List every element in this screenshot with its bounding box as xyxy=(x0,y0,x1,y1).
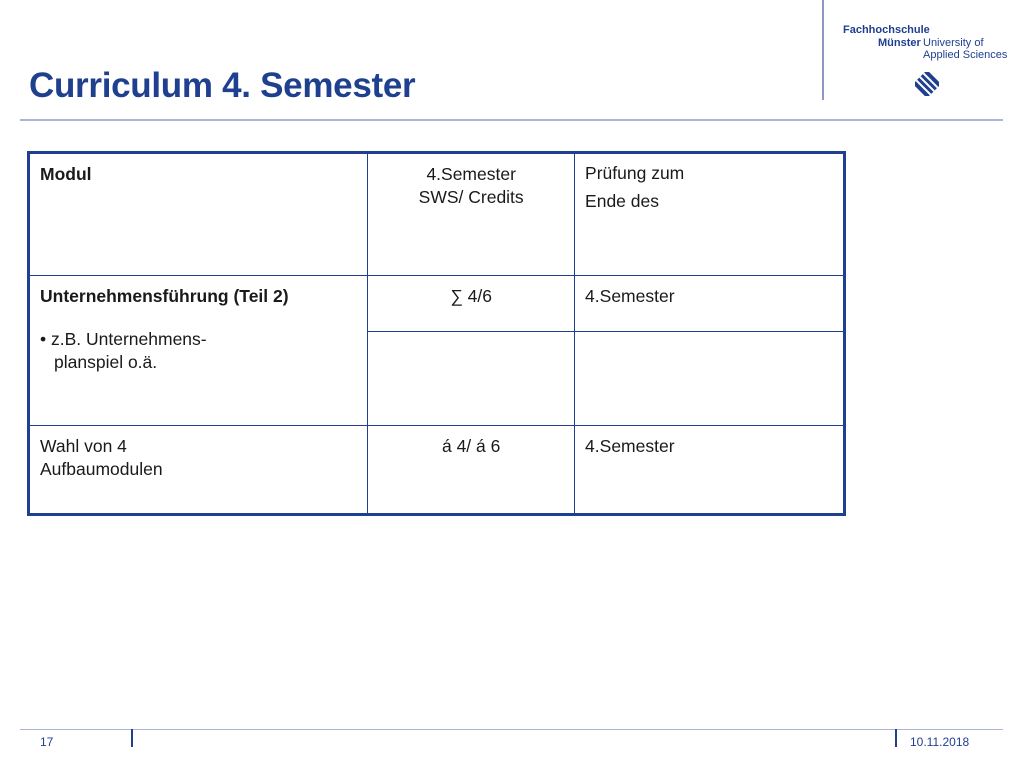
slide-date: 10.11.2018 xyxy=(910,735,970,749)
row2-pruefung: 4.Semester xyxy=(585,436,675,456)
footer-divider-left xyxy=(131,729,133,747)
row2-modul-line1: Wahl von 4 xyxy=(40,436,127,456)
row1-credits: ∑ 4/6 xyxy=(450,286,493,306)
row1-pruefung-cell xyxy=(575,276,845,332)
row2-credits-cell xyxy=(368,426,575,515)
row1b-credits-cell xyxy=(368,332,575,426)
row1-modul-title: Unternehmensführung (Teil 2) xyxy=(40,286,289,306)
header-semester-line2: SWS/ Credits xyxy=(418,187,524,207)
row1-modul-cell xyxy=(29,276,368,426)
footer-divider-right xyxy=(895,729,897,747)
row1b-pruefung-cell xyxy=(575,332,845,426)
table-row xyxy=(29,276,845,332)
fh-muenster-logo-icon xyxy=(915,72,939,96)
footer-rule xyxy=(20,729,1003,730)
header-pruefung-line2: Ende des xyxy=(585,191,659,211)
header-semester xyxy=(368,154,574,209)
header-semester-line1: 4.Semester xyxy=(426,164,516,184)
header-pruefung-line1: Prüfung zum xyxy=(585,163,685,183)
logo-text-muenster: Münster xyxy=(878,37,921,49)
row2-modul-cell xyxy=(29,426,368,515)
row1-bullet-line2: planspiel o.ä. xyxy=(54,352,158,372)
row1-credits-cell xyxy=(368,276,575,332)
table-header-row xyxy=(29,153,845,276)
header-pruefung xyxy=(575,154,843,215)
row1-bullet-line1: • z.B. Unternehmens- xyxy=(40,329,207,349)
row1-modul-bullet xyxy=(40,328,357,374)
slide-title: Curriculum 4. Semester xyxy=(29,66,416,105)
header-modul-cell xyxy=(29,153,368,276)
logo-text-line2: University of xyxy=(923,37,984,49)
curriculum-table xyxy=(27,151,846,516)
header-semester-cell xyxy=(368,153,575,276)
header-modul: Modul xyxy=(40,164,92,184)
row2-modul-line2: Aufbaumodulen xyxy=(40,459,163,479)
table-row xyxy=(29,426,845,515)
logo-text-line3: Applied Sciences xyxy=(923,49,1008,61)
header-pruefung-cell xyxy=(575,153,845,276)
row2-credits: á 4/ á 6 xyxy=(441,436,501,456)
page-number: 17 xyxy=(40,735,54,749)
row2-modul xyxy=(30,426,367,481)
row1-pruefung: 4.Semester xyxy=(585,286,675,306)
logo-text-line1: Fachhochschule xyxy=(843,24,930,36)
row1-modul xyxy=(30,276,367,374)
header-rule xyxy=(20,119,1003,121)
header-divider xyxy=(822,0,824,100)
row2-pruefung-cell xyxy=(575,426,845,515)
